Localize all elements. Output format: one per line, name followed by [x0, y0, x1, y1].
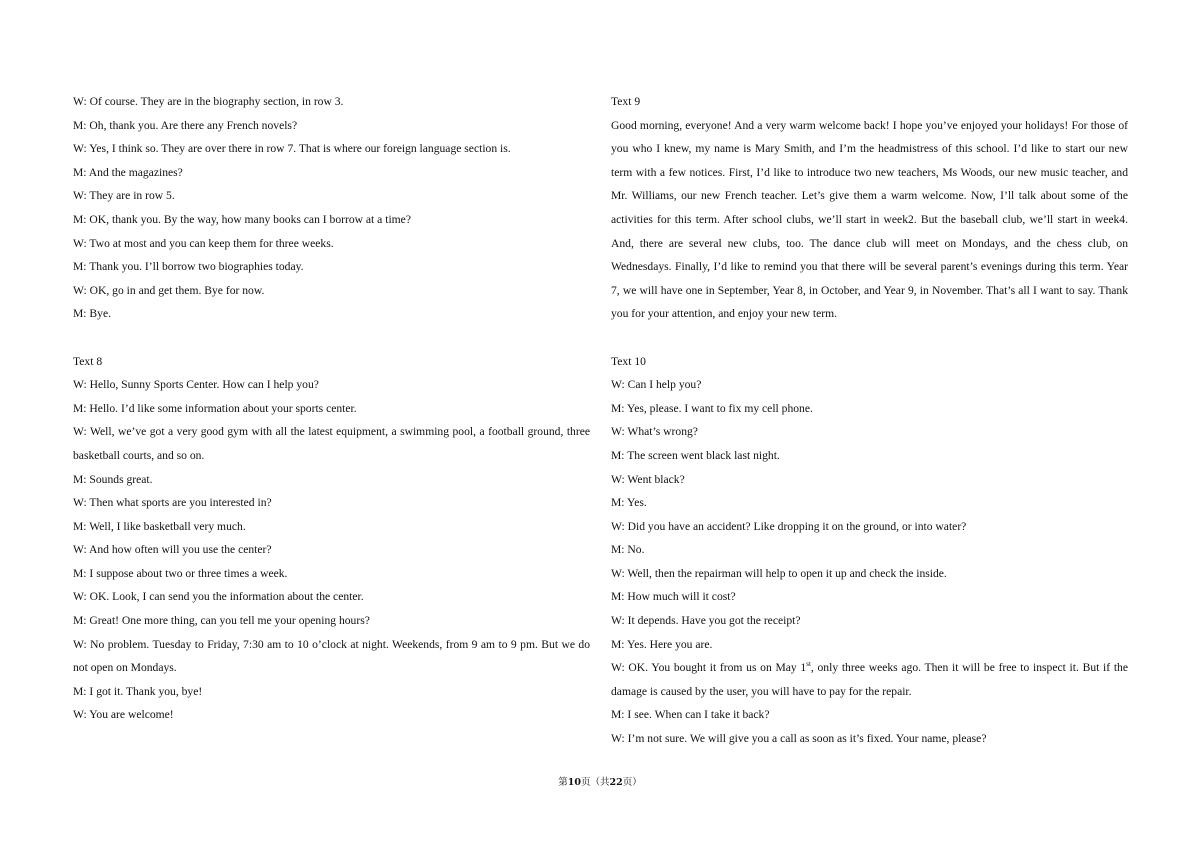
dialogue-line: W: And how often will you use the center?	[73, 543, 272, 557]
text8-dialogue	[73, 373, 590, 727]
text10-dialogue	[611, 373, 1128, 751]
page-footer	[0, 774, 1200, 788]
dialogue-line: M: I got it. Thank you, bye!	[73, 684, 203, 698]
dialogue-line: M: Well, I like basketball very much.	[73, 519, 246, 533]
dialogue-line: M: I suppose about two or three times a week.	[73, 566, 288, 580]
dialogue-line: M: Yes.	[611, 496, 647, 510]
dialogue-line: W: You are welcome!	[73, 708, 174, 722]
section-gap	[611, 326, 1128, 350]
dialogue-line: W: OK. Look, I can send you the information about the center.	[73, 590, 364, 604]
dialogue-line: M: Hello. I’d like some information about your sports center.	[73, 401, 357, 415]
dialogue-line: M: And the magazines?	[73, 165, 183, 179]
dialogue-line: W: Went black?	[611, 472, 685, 486]
dialogue-line: W: Did you have an accident? Like dropping it on the ground, or into water?	[611, 519, 967, 533]
dialogue-line: W: Well, then the repairman will help to open it up and check the inside.	[611, 566, 947, 580]
dialogue-line: W: Hello, Sunny Sports Center. How can I help you?	[73, 378, 319, 392]
dialogue-line: M: Sounds great.	[73, 472, 153, 486]
dialogue-line: W: Of course. They are in the biography section, in row 3.	[73, 95, 344, 108]
dialogue-line-receipt	[611, 656, 1128, 703]
dialogue-line: M: Yes, please. I want to fix my cell phone.	[611, 401, 813, 415]
dialogue-line: W: No problem. Tuesday to Friday, 7:30 am to 10 o’clock at night. Weekends, from 9 am to 9 pm. But we do not open on Mondays.	[73, 637, 590, 675]
section-gap	[73, 326, 590, 350]
footer-prefix: 第	[558, 777, 568, 788]
left-column	[73, 90, 590, 727]
dialogue-line: M: I see. When can I take it back?	[611, 708, 770, 722]
dialogue-line: W: Can I help you?	[611, 378, 702, 392]
dialogue-line: W: OK, go in and get them. Bye for now.	[73, 283, 265, 297]
dialogue-line: M: No.	[611, 543, 645, 557]
receipt-text-start: W: OK. You bought it from us on May 1	[611, 661, 807, 675]
dialogue-line: W: Two at most and you can keep them for three weeks.	[73, 236, 334, 250]
dialogue-line: W: Yes, I think so. They are over there in row 7. That is where our foreign language section is.	[73, 142, 511, 156]
text10-title: Text 10	[611, 354, 646, 368]
dialogue-line: M: Bye.	[73, 307, 112, 321]
dialogue-line: M: Great! One more thing, can you tell me your opening hours?	[73, 614, 370, 628]
text9-paragraph: Good morning, everyone! And a very warm welcome back! I hope you’ve enjoyed your holidays! For those of you who I knew, my name is Mary Smith, and I’m the headmistress of this school. I’d like to start our new term with a few notices. First, I’d like to introduce two new teachers, Ms Woods, our new music teacher, and Mr. Williams, our new French teacher. Let’s give them a warm welcome. Now, I’ll talk about some of the activities for this term. After school clubs, we’ll start in week2. But the baseball club, we’ll start in week4. And, there are several new clubs, too. The dance club will meet on Mondays, and the chess club, on Wednesdays. Finally, I’d like to remind you that there will be several parent’s evenings during this term. Year 7, we will have one in September, Year 8, in October, and Year 9, in November. That’s all I want to say. Thank you for your attention, and enjoy your new term.	[611, 118, 1128, 321]
text9-title: Text 9	[611, 95, 641, 108]
ordinal-suffix: st	[806, 660, 811, 669]
dialogue-line: M: Oh, thank you. Are there any French novels?	[73, 118, 298, 132]
dialogue-line: W: It depends. Have you got the receipt?	[611, 614, 801, 628]
dialogue-line: M: How much will it cost?	[611, 590, 736, 604]
dialogue-line: M: Yes. Here you are.	[611, 637, 713, 651]
page-number: 10	[567, 777, 581, 788]
dialogue-line: M: OK, thank you. By the way, how many books can I borrow at a time?	[73, 212, 411, 226]
total-pages: 22	[609, 777, 623, 788]
dialogue-line: W: What’s wrong?	[611, 425, 698, 439]
right-column	[611, 90, 1128, 751]
dialogue-line: W: Then what sports are you interested in?	[73, 496, 272, 510]
dialogue-part1	[73, 90, 590, 326]
dialogue-line: W: They are in row 5.	[73, 189, 175, 203]
text8-title: Text 8	[73, 354, 103, 368]
footer-mid: 页（共	[580, 777, 610, 788]
dialogue-line: M: The screen went black last night.	[611, 448, 780, 462]
dialogue-line: M: Thank you. I’ll borrow two biographies today.	[73, 260, 304, 274]
dialogue-line: W: Well, we’ve got a very good gym with all the latest equipment, a swimming pool, a football ground, three basketball courts, and so on.	[73, 425, 590, 462]
footer-suffix: 页）	[622, 777, 642, 788]
dialogue-line: W: I’m not sure. We will give you a call as soon as it’s fixed. Your name, please?	[611, 732, 987, 746]
receipt-text-end: , only three weeks ago. Then it will be free to inspect it. But if the damage is caused by the user, you will have to pay for the repair.	[611, 661, 1128, 698]
